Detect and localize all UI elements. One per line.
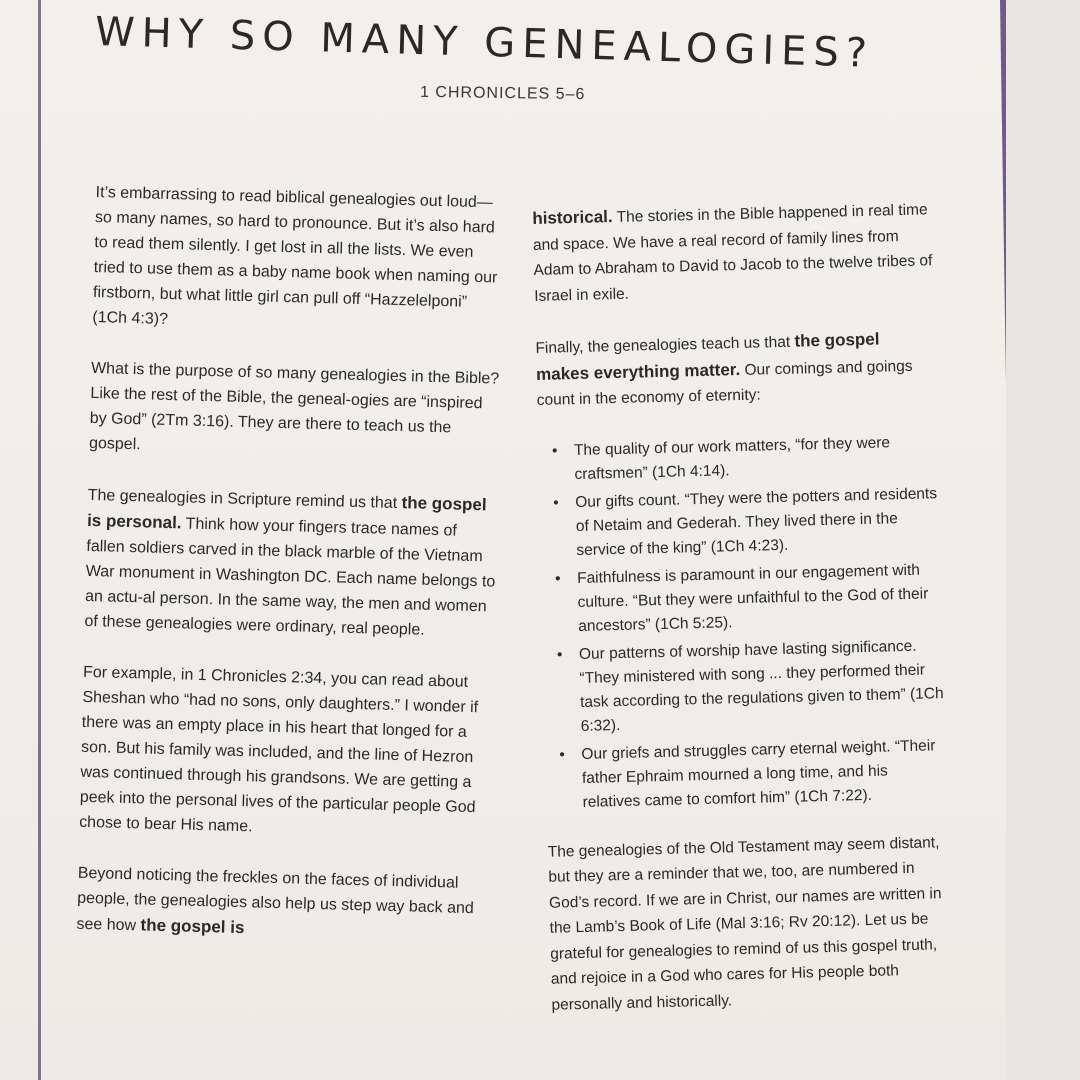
list-item (538, 430, 939, 488)
paragraph-embarrassing: It’s embarrassing to read biblical genealogies out loud—so many names, so hard to pronounce. But it’s also hard to read them silently. I get lost in all the lists. We even tried to use them as a baby name book when naming our firstborn, but what little girl can pull off “Hazzelelponi” (1Ch 4:3)? (92, 183, 498, 328)
paragraph-step-back (76, 861, 488, 948)
page-title: WHY SO MANY GENEALOGIES? (94, 8, 875, 77)
paragraph-everything-matters (535, 325, 937, 413)
emphasis-gospel-personal: the gospel is personal. (86, 493, 487, 533)
right-column (532, 196, 952, 1044)
list-item (543, 634, 945, 740)
scripture-reference: 1 CHRONICLES 5–6 (419, 83, 586, 104)
paragraph-historical (532, 196, 934, 309)
list-item (545, 734, 947, 816)
emphasis-gospel-is: the gospel is (140, 915, 245, 938)
text-run: Beyond noticing the freckles on the faces of individual people, the genealogies also help us step way back and see how (76, 864, 475, 935)
bullet-icon: • (556, 645, 563, 664)
paragraph-conclusion: The genealogies of the Old Testament may seem distant, but they are a reminder that we, too, are numbered in God’s record. If we are in Christ, our names are written in the Lamb’s Book of Life (Mal 3:16; Rv 20:12). Let us be grateful for genealogies to remind of us this gospel truth, and rejoice in a God who cares for His people both personally and historically. (547, 833, 942, 1014)
list-item-text: The quality of our work matters, “for they were craftsmen” (1Ch 4:14). (573, 433, 891, 483)
text-run: Finally, the genealogies teach us that (535, 333, 795, 357)
list-item (541, 558, 943, 640)
list-item-text: Our gifts count. “They were the potters and residents of Netaim and Gederah. They lived there in the service of the king” (1Ch 4:23). (575, 484, 938, 559)
bullet-icon: • (554, 569, 561, 588)
emphasis-everything-matters: the gospel makes everything matter. (535, 329, 880, 384)
text-run: Our comings and goings count in the economy of eternity: (536, 357, 913, 409)
left-column (76, 180, 506, 973)
page-left-border (38, 0, 41, 1080)
bullet-list (538, 430, 947, 816)
paragraph-sheshan: For example, in 1 Chronicles 2:34, you can read about Sheshan who “had no sons, only daughters.” I wonder if there was an empty place in his heart that longed for a son. But his family was included, and the line of Hezron was continued through his grandsons. We are getting a peek into the personal lives of the particular people God chose to bear His name. (78, 663, 479, 836)
text-run: The stories in the Bible happened in real time and space. We have a real record of family lines from Adam to Abraham to David to Jacob to the twelve tribes of Israel in exile. (532, 201, 933, 305)
list-item-text: Our patterns of worship have lasting significance. “They ministered with song ... they performed their task according to the regulations given to them” (1Ch 6:32). (578, 637, 944, 735)
paragraph-gospel-personal (84, 482, 498, 645)
list-item-text: Our griefs and struggles carry eternal weight. “Their father Ephraim mourned a long time, and his relatives came to comfort him” (1Ch 7:22). (581, 736, 936, 811)
list-item (539, 482, 941, 564)
page-outer-margin (1006, 0, 1080, 1080)
list-item-text: Faithfulness is paramount in our engagement with culture. “But they were unfaithful to the God of their ancestors” (1Ch 5:25). (576, 561, 929, 635)
bullet-icon: • (553, 493, 559, 512)
text-run: The genealogies in Scripture remind us that (87, 486, 402, 513)
bullet-icon: • (559, 745, 566, 763)
text-run: Think how your fingers trace names of fallen soldiers carved in the black marble of the Vietnam War monument in Washington DC. Each name belongs to an actu-al person. In the same way, the men and women of these genealogies were ordinary, real people. (84, 515, 496, 639)
emphasis-historical: historical. (532, 207, 613, 228)
paragraph-purpose: What is the purpose of so many genealogies in the Bible? Like the rest of the Bible, the geneal-ogies are “inspired by God” (2Tm 3:16). They are there to teach us the gospel. (88, 359, 500, 454)
bullet-icon: • (551, 441, 558, 460)
